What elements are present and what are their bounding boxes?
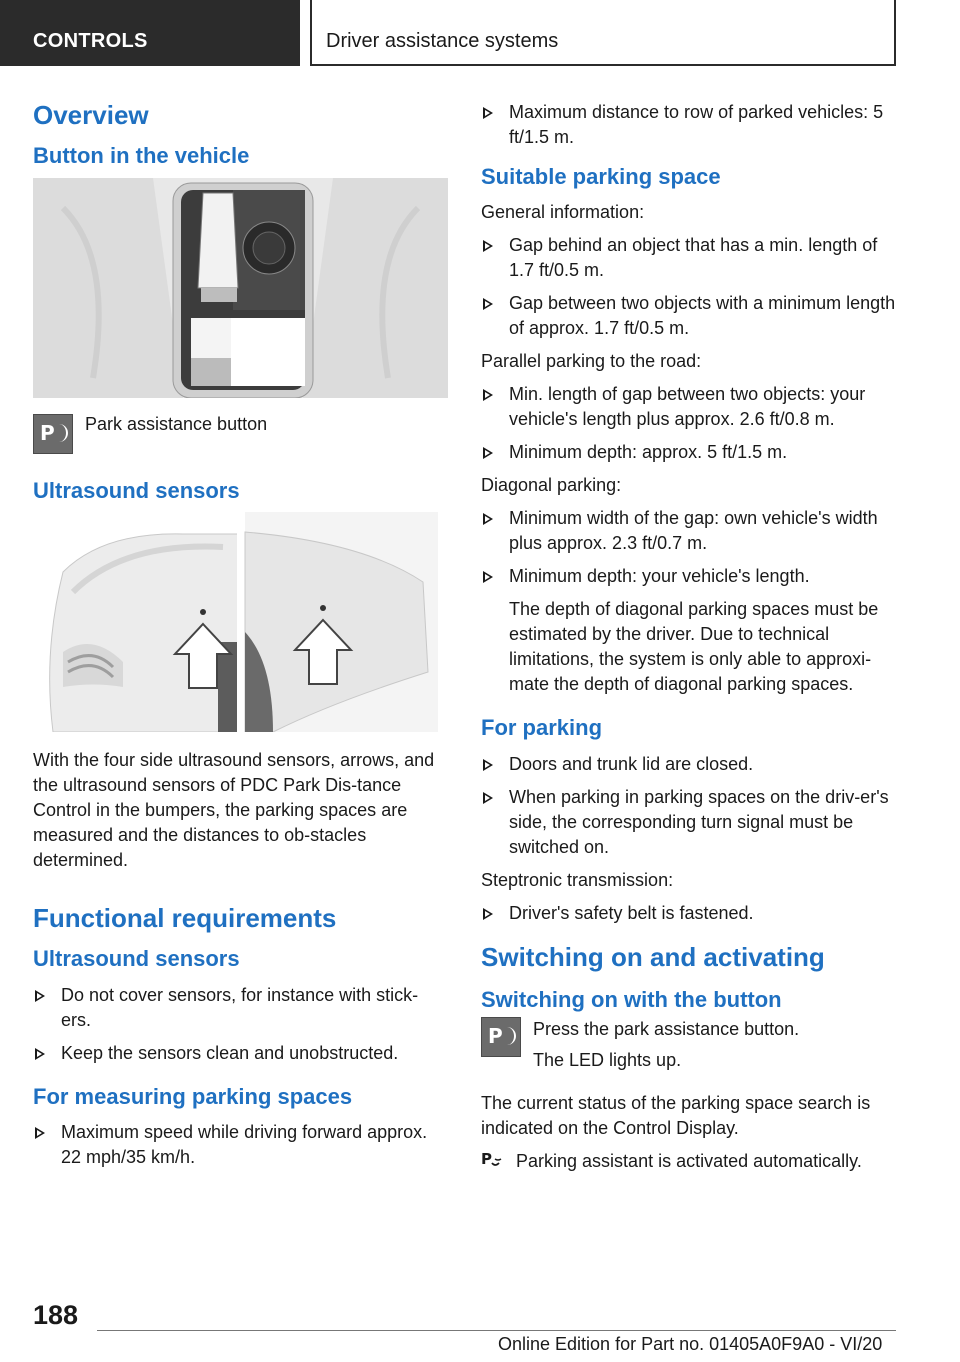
page-number: 188 xyxy=(33,1300,79,1330)
footer-edition: Online Edition for Part no. 01405A0F9A0 - VI/20 xyxy=(498,1334,883,1354)
auto-activate-row xyxy=(481,1149,896,1178)
bullet-triangle-icon xyxy=(483,759,493,771)
bullet-triangle-icon xyxy=(483,240,493,252)
bullet-triangle-icon xyxy=(483,792,493,804)
sensors-description: With the four side ultrasound sensors, arrows, and the ultrasound sensors of PDC Park Dis-tance Control in the bumpers, the parking spaces are measured and the distances to ob-stacles determined. xyxy=(33,749,435,870)
center-console-photo xyxy=(33,178,448,398)
list-item: When parking in parking spaces on the driv-er's side, the corresponding turn signal must be switched on. xyxy=(481,785,896,860)
list-item: Minimum depth: approx. 5 ft/1.5 m. xyxy=(481,440,896,465)
switch-button-heading: Switching on with the button xyxy=(481,986,782,1012)
diagonal-label: Diagonal parking: xyxy=(481,475,622,496)
sensors-heading: Ultrasound sensors xyxy=(33,477,240,503)
general-label: General information: xyxy=(481,202,645,223)
park-assistance-icon: P xyxy=(481,1017,521,1057)
switch-heading: Switching on and activating xyxy=(481,941,825,972)
park-assistance-icon: P xyxy=(33,414,73,454)
auto-activate-text: Parking assistant is activated automatically. xyxy=(516,1151,862,1172)
measure-heading: For measuring parking spaces xyxy=(33,1083,353,1109)
list-item: Doors and trunk lid are closed. xyxy=(481,752,896,777)
bullet-triangle-icon xyxy=(483,107,493,119)
header-section: CONTROLS xyxy=(0,0,300,66)
functional-requirements-heading: Functional requirements xyxy=(33,902,337,933)
list-item: Gap between two objects with a minimum length of approx. 1.7 ft/0.5 m. xyxy=(481,291,896,341)
diagonal-list xyxy=(481,506,896,589)
press-button-row xyxy=(481,1017,896,1081)
func-sensors-heading: Ultrasound sensors xyxy=(33,946,240,972)
list-item: Maximum distance to row of parked vehicles: 5 ft/1.5 m. xyxy=(481,100,896,150)
parking-list xyxy=(481,752,896,860)
list-item: Driver's safety belt is fastened. xyxy=(481,901,896,926)
steptronic-list xyxy=(481,901,896,926)
bullet-triangle-icon xyxy=(483,298,493,310)
bullet-triangle-icon xyxy=(483,571,493,583)
left-column xyxy=(33,100,448,1178)
led-text: The LED lights up. xyxy=(533,1050,682,1071)
diagonal-note: The depth of diagonal parking spaces must be estimated by the driver. Due to technical limitations, the system is only able to approxi-mate the depth of diagonal parking spaces. xyxy=(509,599,879,695)
list-item: Minimum depth: your vehicle's length. xyxy=(481,564,896,589)
list-item: Gap behind an object that has a min. length of 1.7 ft/0.5 m. xyxy=(481,233,896,283)
park-assistance-caption: Park assistance button xyxy=(85,413,268,434)
bullet-triangle-icon xyxy=(483,389,493,401)
bullet-triangle-icon xyxy=(483,908,493,920)
footer-divider xyxy=(97,1330,896,1331)
bullet-triangle-icon xyxy=(483,447,493,459)
park-assistance-caption-row xyxy=(33,414,448,454)
right-column xyxy=(481,100,896,1178)
svg-text:P: P xyxy=(481,1150,492,1169)
bullet-triangle-icon xyxy=(35,1048,45,1060)
bullet-triangle-icon xyxy=(483,513,493,525)
top-list xyxy=(481,100,896,150)
list-item: Keep the sensors clean and unobstructed. xyxy=(33,1041,448,1066)
parking-heading: For parking xyxy=(481,715,603,741)
parking-assistant-icon xyxy=(481,1149,503,1178)
bullet-triangle-icon xyxy=(35,990,45,1002)
steptronic-label: Steptronic transmission: xyxy=(481,869,674,890)
ultrasound-sensors-photo xyxy=(33,512,438,732)
header-title: Driver assistance systems xyxy=(312,0,896,66)
button-heading: Button in the vehicle xyxy=(33,143,250,169)
func-sensors-list xyxy=(33,983,448,1066)
list-item: Maximum speed while driving forward approx. 22 mph/35 km/h. xyxy=(33,1120,448,1170)
general-list xyxy=(481,233,896,341)
status-text: The current status of the parking space search is indicated on the Control Display. xyxy=(481,1093,871,1139)
suitable-heading: Suitable parking space xyxy=(481,164,721,189)
parallel-list xyxy=(481,382,896,465)
measure-list xyxy=(33,1120,448,1170)
bullet-triangle-icon xyxy=(35,1127,45,1139)
list-item: Min. length of gap between two objects: your vehicle's length plus approx. 2.6 ft/0.8 m. xyxy=(481,382,896,432)
list-item: Minimum width of the gap: own vehicle's width plus approx. 2.3 ft/0.7 m. xyxy=(481,506,896,556)
list-item: Do not cover sensors, for instance with stick-ers. xyxy=(33,983,448,1033)
overview-heading: Overview xyxy=(33,100,149,130)
press-text: Press the park assistance button. xyxy=(533,1019,800,1040)
parallel-label: Parallel parking to the road: xyxy=(481,351,702,372)
